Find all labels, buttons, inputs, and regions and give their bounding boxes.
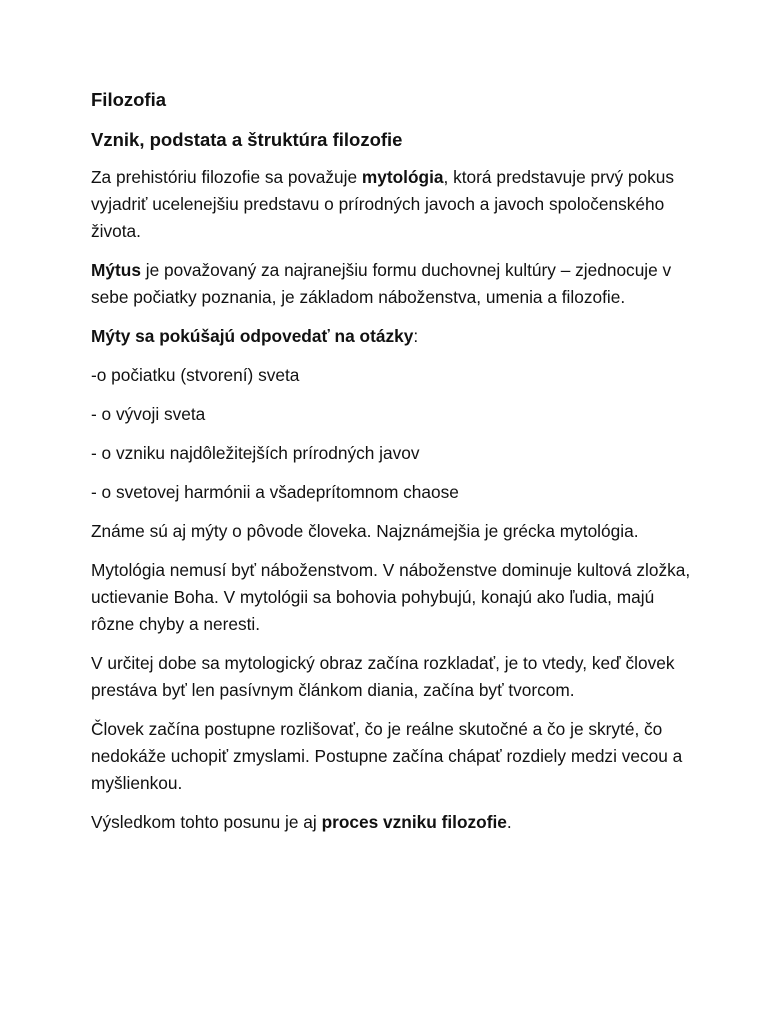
document-subtitle: Vznik, podstata a štruktúra filozofie xyxy=(91,129,403,150)
paragraph-decomposition: V určitej dobe sa mytologický obraz začína rozkladať, je to vtedy, keď človek prestáva byť len pasívnym článkom diania, začína byť tvorcom. xyxy=(91,653,675,700)
bold-questions-label: Mýty sa pokúšajú odpovedať na otázky xyxy=(91,326,414,346)
paragraph-distinguishing: Človek začína postupne rozlišovať, čo je reálne skutočné a čo je skryté, čo nedokáže uchopiť zmyslami. Postupne začína chápať rozdiely medzi vecou a myšlienkou. xyxy=(91,719,683,793)
bold-term-mytologia: mytológia xyxy=(361,167,444,187)
paragraph-mytus xyxy=(91,257,691,311)
list-item: -o počiatku (stvorení) sveta xyxy=(91,365,300,385)
list-item: - o vzniku najdôležitejších prírodných javov xyxy=(91,443,420,463)
paragraph-text: : xyxy=(413,326,419,346)
bold-term-process: proces vzniku filozofie xyxy=(321,812,507,832)
list-item: - o vývoji sveta xyxy=(91,404,206,424)
paragraph-text: Výsledkom tohto posunu je aj xyxy=(91,812,322,832)
paragraph-mythology-religion: Mytológia nemusí byť náboženstvom. V náboženstve dominuje kultová zložka, uctievanie Boha. V mytológii sa bohovia pohybujú, konajú ako ľudia, majú rôzne chyby a neresti. xyxy=(91,560,691,634)
paragraph-questions-heading xyxy=(91,323,691,350)
paragraph-origin-of-man: Známe sú aj mýty o pôvode človeka. Najznámejšia je grécka mytológia. xyxy=(91,521,639,541)
paragraph-text: , ktorá predstavuje prvý pokus vyjadriť ucelenejšiu predstavu o prírodných javoch a javoch spoločenského života. xyxy=(91,167,675,241)
bold-term-mytus: Mýtus xyxy=(91,260,141,280)
document-title: Filozofia xyxy=(91,89,167,110)
document-page xyxy=(91,86,691,848)
paragraph-text: je považovaný za najranejšiu formu duchovnej kultúry – zjednocuje v sebe počiatky poznania, je základom náboženstva, umenia a filozofie. xyxy=(91,260,672,307)
paragraph-text: . xyxy=(506,812,512,832)
paragraph-conclusion xyxy=(91,809,691,836)
paragraph-text: Za prehistóriu filozofie sa považuje xyxy=(91,167,362,187)
paragraph-prehistory xyxy=(91,164,691,245)
list-item: - o svetovej harmónii a všadeprítomnom chaose xyxy=(91,482,459,502)
